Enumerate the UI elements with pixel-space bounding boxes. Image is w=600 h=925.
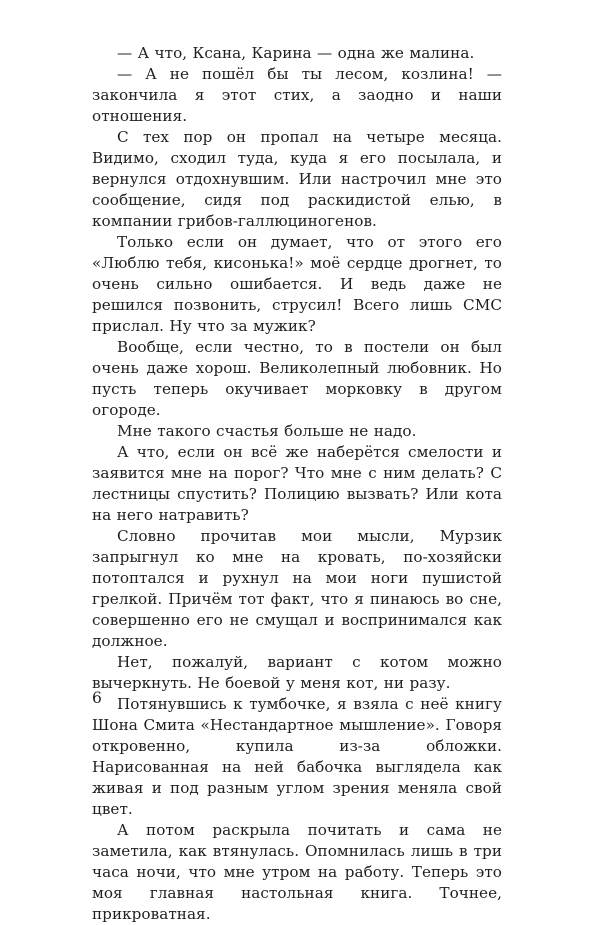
paragraph-5: Вообще, если честно, то в постели он был очень даже хорош. Великолепный любовник. Но пусть теперь окучивает морковку в другом огороде. xyxy=(92,338,502,419)
paragraph-8: Словно прочитав мои мысли, Мурзик запрыгнул ко мне на кровать, по-хозяйски потоптался и рухнул на мои ноги пушистой грелкой. Причём тот факт, что я пинаюсь во сне, совершенно его не смущал и воспринимался как должное. xyxy=(92,527,502,650)
paragraph-9: Нет, пожалуй, вариант с котом можно вычеркнуть. Не боевой у меня кот, ни разу. xyxy=(92,653,502,692)
page-number: 6 xyxy=(92,689,102,707)
paragraph-3: С тех пор он пропал на четыре месяца. Видимо, сходил туда, куда я его посылала, и вернулся отдохнувшим. Или настрочил мне это сообщение, сидя под раскидистой елью, в компании грибов-галлюциногенов. xyxy=(92,128,502,230)
paragraph-2: — А не пошёл бы ты лесом, козлина! — закончила я этот стих, а заодно и наши отношения. xyxy=(92,65,502,125)
paragraph-10: Потянувшись к тумбочке, я взяла с неё книгу Шона Смита «Нестандартное мышление». Говоря откровенно, купила из-за обложки. Нарисованная на ней бабочка выглядела как живая и под разным углом зрения меняла свой цвет. xyxy=(92,695,502,818)
paragraph-7: А что, если он всё же наберётся смелости и заявится мне на порог? Что мне с ним делать? С лестницы спустить? Полицию вызвать? Или кота на него натравить? xyxy=(92,443,502,524)
paragraph-6: Мне такого счастья больше не надо. xyxy=(117,422,417,440)
paragraph-11: А потом раскрыла почитать и сама не заметила, как втянулась. Опомнилась лишь в три часа ночи, что мне утром на работу. Теперь это моя главная настольная книга. Точнее, прикроватная. xyxy=(92,821,502,923)
paragraph-1: — А что, Ксана, Карина — одна же малина. xyxy=(117,44,475,62)
page-text xyxy=(92,43,502,923)
paragraph-4: Только если он думает, что от этого его «Люблю тебя, кисонька!» моё сердце дрогнет, то очень сильно ошибается. И ведь даже не решился позвонить, струсил! Всего лишь СМС прислал. Ну что за мужик? xyxy=(92,233,502,335)
